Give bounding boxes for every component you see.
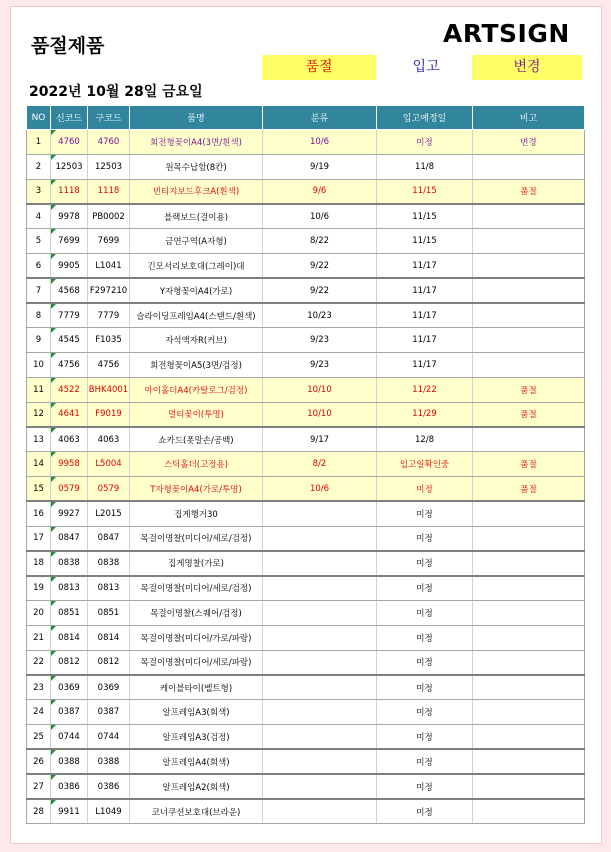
row-category[interactable] — [263, 501, 377, 526]
row-incoming-date[interactable]: 미정 — [377, 601, 473, 626]
row-no[interactable]: 17 — [27, 526, 51, 551]
row-name[interactable]: 회전형꽂이A4(3면/흰색) — [130, 130, 263, 155]
row-incoming-date[interactable]: 11/17 — [377, 328, 473, 353]
row-name[interactable]: 목걸이명찰(스퀘어/검정) — [130, 601, 263, 626]
row-note[interactable] — [473, 625, 585, 650]
row-new-code[interactable]: 9958 — [51, 452, 88, 477]
row-incoming-date[interactable]: 미정 — [377, 774, 473, 799]
row-incoming-date[interactable]: 미정 — [377, 650, 473, 675]
row-no[interactable]: 5 — [27, 229, 51, 254]
row-old-code[interactable]: 4756 — [88, 353, 130, 378]
row-name[interactable]: 알프레임A2(회색) — [130, 774, 263, 799]
column-header-category[interactable]: 분류 — [263, 106, 377, 130]
row-incoming-date[interactable]: 미정 — [377, 130, 473, 155]
table-row[interactable] — [27, 303, 585, 328]
brand-logo-text: ARTSIGN — [443, 19, 570, 48]
row-no[interactable]: 16 — [27, 501, 51, 526]
row-name[interactable]: 목걸이명찰(미디어/가로/파랑) — [130, 625, 263, 650]
row-incoming-date[interactable]: 미정 — [377, 799, 473, 824]
row-old-code[interactable]: 0744 — [88, 725, 130, 750]
table-row[interactable] — [27, 576, 585, 601]
column-header-incoming-date[interactable]: 입고예정일 — [377, 106, 473, 130]
row-category[interactable]: 9/23 — [263, 328, 377, 353]
table-row[interactable] — [27, 551, 585, 576]
row-old-code[interactable]: L1049 — [88, 799, 130, 824]
row-note[interactable] — [473, 749, 585, 774]
row-incoming-date[interactable]: 미정 — [377, 700, 473, 725]
row-incoming-date[interactable]: 미정 — [377, 526, 473, 551]
row-note[interactable] — [473, 576, 585, 601]
row-note[interactable] — [473, 650, 585, 675]
table-row[interactable] — [27, 402, 585, 427]
table-row[interactable] — [27, 625, 585, 650]
row-new-code[interactable]: 0388 — [51, 749, 88, 774]
row-name[interactable]: 금연구역(A자형) — [130, 229, 263, 254]
row-note[interactable] — [473, 700, 585, 725]
table-row[interactable] — [27, 650, 585, 675]
row-incoming-date[interactable]: 미정 — [377, 749, 473, 774]
row-category[interactable] — [263, 601, 377, 626]
row-no[interactable]: 21 — [27, 625, 51, 650]
row-name[interactable]: 회전형꽂이A5(3면/검정) — [130, 353, 263, 378]
row-note[interactable] — [473, 526, 585, 551]
table-row[interactable] — [27, 427, 585, 452]
row-new-code[interactable]: 4756 — [51, 353, 88, 378]
row-old-code[interactable]: F297210 — [88, 278, 130, 303]
table-row[interactable] — [27, 229, 585, 254]
row-name[interactable]: 코너쿠션보호대(브라운) — [130, 799, 263, 824]
table-row[interactable] — [27, 675, 585, 700]
row-name[interactable]: 쇼카드(폿말손/공백) — [130, 427, 263, 452]
table-row[interactable] — [27, 253, 585, 278]
row-new-code[interactable]: 0813 — [51, 576, 88, 601]
row-category[interactable] — [263, 625, 377, 650]
row-no[interactable]: 4 — [27, 204, 51, 229]
legend-changed: 변경 — [472, 55, 582, 80]
row-note[interactable]: 품절 — [473, 377, 585, 402]
row-category[interactable]: 10/6 — [263, 477, 377, 502]
row-incoming-date[interactable]: 미정 — [377, 625, 473, 650]
row-no[interactable]: 1 — [27, 130, 51, 155]
row-no[interactable]: 7 — [27, 278, 51, 303]
table-row[interactable] — [27, 526, 585, 551]
row-old-code[interactable]: 7779 — [88, 303, 130, 328]
row-name[interactable]: 빈티지보드후크A(흰색) — [130, 179, 263, 204]
row-category[interactable] — [263, 774, 377, 799]
row-incoming-date[interactable]: 11/17 — [377, 303, 473, 328]
row-name[interactable]: 집게명찰(가로) — [130, 551, 263, 576]
row-category[interactable]: 9/22 — [263, 253, 377, 278]
table-row[interactable] — [27, 377, 585, 402]
table-row[interactable] — [27, 601, 585, 626]
row-category[interactable]: 10/10 — [263, 402, 377, 427]
row-old-code[interactable]: 4063 — [88, 427, 130, 452]
row-no[interactable]: 8 — [27, 303, 51, 328]
row-no[interactable]: 24 — [27, 700, 51, 725]
table-row[interactable] — [27, 204, 585, 229]
row-category[interactable] — [263, 551, 377, 576]
row-old-code[interactable]: 0388 — [88, 749, 130, 774]
row-new-code[interactable]: 4568 — [51, 278, 88, 303]
row-new-code[interactable]: 1118 — [51, 179, 88, 204]
row-incoming-date[interactable]: 11/15 — [377, 229, 473, 254]
row-name[interactable]: 알프레임A4(회색) — [130, 749, 263, 774]
row-incoming-date[interactable]: 미정 — [377, 675, 473, 700]
row-category[interactable] — [263, 749, 377, 774]
row-new-code[interactable]: 12503 — [51, 154, 88, 179]
row-new-code[interactable]: 4760 — [51, 130, 88, 155]
row-category[interactable] — [263, 675, 377, 700]
row-old-code[interactable]: 4760 — [88, 130, 130, 155]
row-no[interactable]: 2 — [27, 154, 51, 179]
row-incoming-date[interactable]: 11/17 — [377, 278, 473, 303]
row-new-code[interactable]: 0744 — [51, 725, 88, 750]
row-category[interactable] — [263, 799, 377, 824]
row-incoming-date[interactable]: 입고일확인중 — [377, 452, 473, 477]
table-header-row — [27, 106, 585, 130]
row-no[interactable]: 19 — [27, 576, 51, 601]
row-note[interactable]: 품절 — [473, 452, 585, 477]
table-row[interactable] — [27, 154, 585, 179]
legend-soldout: 품절 — [262, 55, 376, 80]
row-new-code[interactable]: 7699 — [51, 229, 88, 254]
row-old-code[interactable]: BHK4001 — [88, 377, 130, 402]
row-new-code[interactable]: 9978 — [51, 204, 88, 229]
column-header-note[interactable]: 비고 — [473, 106, 585, 130]
table-row[interactable] — [27, 477, 585, 502]
row-category[interactable]: 9/22 — [263, 278, 377, 303]
column-header-new-code[interactable]: 신코드 — [51, 106, 88, 130]
row-name[interactable]: 아이홀더A4(카탈로그/검정) — [130, 377, 263, 402]
row-new-code[interactable]: 4063 — [51, 427, 88, 452]
row-category[interactable]: 8/22 — [263, 229, 377, 254]
row-category[interactable]: 9/23 — [263, 353, 377, 378]
row-category[interactable]: 10/23 — [263, 303, 377, 328]
row-new-code[interactable]: 0847 — [51, 526, 88, 551]
row-name[interactable]: 케이블타이(벨트형) — [130, 675, 263, 700]
row-name[interactable]: 목걸이명찰(미디어/세로/파랑) — [130, 650, 263, 675]
row-name[interactable]: 목걸이명찰(미디어/세로/검정) — [130, 526, 263, 551]
row-no[interactable]: 27 — [27, 774, 51, 799]
row-new-code[interactable]: 0812 — [51, 650, 88, 675]
page-title: 품절제품 — [31, 35, 105, 57]
row-old-code[interactable]: 7699 — [88, 229, 130, 254]
row-no[interactable]: 18 — [27, 551, 51, 576]
row-note[interactable] — [473, 427, 585, 452]
table-row[interactable] — [27, 278, 585, 303]
row-no[interactable]: 13 — [27, 427, 51, 452]
row-note[interactable]: 변경 — [473, 130, 585, 155]
row-name[interactable]: T자형꽂이A4(가로/투명) — [130, 477, 263, 502]
row-name[interactable]: 알프레임A3(회색) — [130, 700, 263, 725]
report-date: 2022년 10월 28일 금요일 — [29, 84, 203, 100]
row-no[interactable]: 20 — [27, 601, 51, 626]
row-category[interactable] — [263, 576, 377, 601]
row-new-code[interactable]: 9927 — [51, 501, 88, 526]
table-row[interactable] — [27, 700, 585, 725]
row-category[interactable] — [263, 526, 377, 551]
row-category[interactable]: 10/6 — [263, 204, 377, 229]
row-old-code[interactable]: 1118 — [88, 179, 130, 204]
row-incoming-date[interactable]: 11/22 — [377, 377, 473, 402]
row-note[interactable] — [473, 154, 585, 179]
row-category[interactable]: 10/6 — [263, 130, 377, 155]
row-new-code[interactable]: 0579 — [51, 477, 88, 502]
row-old-code[interactable]: 0387 — [88, 700, 130, 725]
row-old-code[interactable]: 0814 — [88, 625, 130, 650]
row-old-code[interactable]: 0812 — [88, 650, 130, 675]
table-row[interactable] — [27, 452, 585, 477]
table-row[interactable] — [27, 501, 585, 526]
row-category[interactable]: 9/19 — [263, 154, 377, 179]
column-header-old-code[interactable]: 구코드 — [88, 106, 130, 130]
row-category[interactable]: 8/2 — [263, 452, 377, 477]
row-old-code[interactable]: L1041 — [88, 253, 130, 278]
row-category[interactable]: 10/10 — [263, 377, 377, 402]
row-incoming-date[interactable]: 11/8 — [377, 154, 473, 179]
row-old-code[interactable]: F9019 — [88, 402, 130, 427]
row-incoming-date[interactable]: 11/15 — [377, 204, 473, 229]
row-old-code[interactable]: 0851 — [88, 601, 130, 626]
row-old-code[interactable]: L2015 — [88, 501, 130, 526]
row-category[interactable]: 9/17 — [263, 427, 377, 452]
row-name[interactable]: 멀티꽂이(투명) — [130, 402, 263, 427]
row-name[interactable]: Y자형꽂이A4(가로) — [130, 278, 263, 303]
row-note[interactable] — [473, 353, 585, 378]
row-new-code[interactable]: 0387 — [51, 700, 88, 725]
row-note[interactable] — [473, 328, 585, 353]
row-new-code[interactable]: 9911 — [51, 799, 88, 824]
row-note[interactable] — [473, 278, 585, 303]
table-row[interactable] — [27, 799, 585, 824]
row-incoming-date[interactable]: 12/8 — [377, 427, 473, 452]
row-note[interactable] — [473, 725, 585, 750]
row-no[interactable]: 23 — [27, 675, 51, 700]
row-incoming-date[interactable]: 11/17 — [377, 353, 473, 378]
row-note[interactable]: 품절 — [473, 477, 585, 502]
row-incoming-date[interactable]: 미정 — [377, 725, 473, 750]
row-new-code[interactable]: 0369 — [51, 675, 88, 700]
row-old-code[interactable]: 0579 — [88, 477, 130, 502]
row-new-code[interactable]: 7779 — [51, 303, 88, 328]
row-old-code[interactable]: 0369 — [88, 675, 130, 700]
table-row[interactable] — [27, 353, 585, 378]
row-new-code[interactable]: 4522 — [51, 377, 88, 402]
row-note[interactable] — [473, 229, 585, 254]
row-no[interactable]: 22 — [27, 650, 51, 675]
row-incoming-date[interactable]: 미정 — [377, 501, 473, 526]
row-name[interactable]: 원목수납함(8칸) — [130, 154, 263, 179]
column-header-name[interactable]: 품명 — [130, 106, 263, 130]
row-name[interactable]: 스틱홀더(고정용) — [130, 452, 263, 477]
row-note[interactable] — [473, 303, 585, 328]
row-new-code[interactable]: 4545 — [51, 328, 88, 353]
table-row[interactable] — [27, 725, 585, 750]
row-no[interactable]: 14 — [27, 452, 51, 477]
row-no[interactable]: 26 — [27, 749, 51, 774]
row-no[interactable]: 3 — [27, 179, 51, 204]
row-note[interactable]: 품절 — [473, 179, 585, 204]
table-row[interactable] — [27, 130, 585, 155]
row-new-code[interactable]: 0838 — [51, 551, 88, 576]
row-old-code[interactable]: L5004 — [88, 452, 130, 477]
row-new-code[interactable]: 0814 — [51, 625, 88, 650]
row-category[interactable] — [263, 725, 377, 750]
row-note[interactable] — [473, 551, 585, 576]
row-incoming-date[interactable]: 11/15 — [377, 179, 473, 204]
row-new-code[interactable]: 0851 — [51, 601, 88, 626]
row-incoming-date[interactable]: 11/29 — [377, 402, 473, 427]
row-note[interactable] — [473, 799, 585, 824]
table-row[interactable] — [27, 179, 585, 204]
row-old-code[interactable]: F1035 — [88, 328, 130, 353]
spreadsheet-page — [10, 6, 602, 844]
legend-incoming: 입고 — [412, 59, 440, 75]
row-category[interactable] — [263, 650, 377, 675]
table-row[interactable] — [27, 328, 585, 353]
column-header-no[interactable]: NO — [27, 106, 51, 130]
table-row[interactable] — [27, 749, 585, 774]
row-name[interactable]: 긴모서리보호대(그레이)대 — [130, 253, 263, 278]
row-name[interactable]: 슬라이딩프레임A4(스탠드/흰색) — [130, 303, 263, 328]
row-old-code[interactable]: PB0002 — [88, 204, 130, 229]
table-row[interactable] — [27, 774, 585, 799]
row-name[interactable]: 목걸이명찰(미디어/세로/검정) — [130, 576, 263, 601]
row-no[interactable]: 10 — [27, 353, 51, 378]
row-new-code[interactable]: 0386 — [51, 774, 88, 799]
row-incoming-date[interactable]: 미정 — [377, 477, 473, 502]
row-old-code[interactable]: 0813 — [88, 576, 130, 601]
row-no[interactable]: 11 — [27, 377, 51, 402]
row-incoming-date[interactable]: 미정 — [377, 576, 473, 601]
row-category[interactable]: 9/6 — [263, 179, 377, 204]
row-note[interactable] — [473, 501, 585, 526]
row-no[interactable]: 6 — [27, 253, 51, 278]
row-no[interactable]: 12 — [27, 402, 51, 427]
row-new-code[interactable]: 9905 — [51, 253, 88, 278]
row-note[interactable] — [473, 774, 585, 799]
row-note[interactable] — [473, 675, 585, 700]
row-note[interactable]: 품절 — [473, 402, 585, 427]
row-name[interactable]: 자석액자R(커브) — [130, 328, 263, 353]
soldout-table — [26, 105, 585, 824]
row-old-code[interactable]: 0838 — [88, 551, 130, 576]
row-old-code[interactable]: 12503 — [88, 154, 130, 179]
row-no[interactable]: 9 — [27, 328, 51, 353]
row-name[interactable]: 알프레임A3(검정) — [130, 725, 263, 750]
row-old-code[interactable]: 0847 — [88, 526, 130, 551]
row-note[interactable] — [473, 253, 585, 278]
row-no[interactable]: 25 — [27, 725, 51, 750]
row-category[interactable] — [263, 700, 377, 725]
row-old-code[interactable]: 0386 — [88, 774, 130, 799]
row-incoming-date[interactable]: 11/17 — [377, 253, 473, 278]
row-no[interactable]: 15 — [27, 477, 51, 502]
row-name[interactable]: 블랙보드(걸이용) — [130, 204, 263, 229]
row-note[interactable] — [473, 204, 585, 229]
row-name[interactable]: 집게행거30 — [130, 501, 263, 526]
row-no[interactable]: 28 — [27, 799, 51, 824]
row-note[interactable] — [473, 601, 585, 626]
row-new-code[interactable]: 4641 — [51, 402, 88, 427]
row-incoming-date[interactable]: 미정 — [377, 551, 473, 576]
